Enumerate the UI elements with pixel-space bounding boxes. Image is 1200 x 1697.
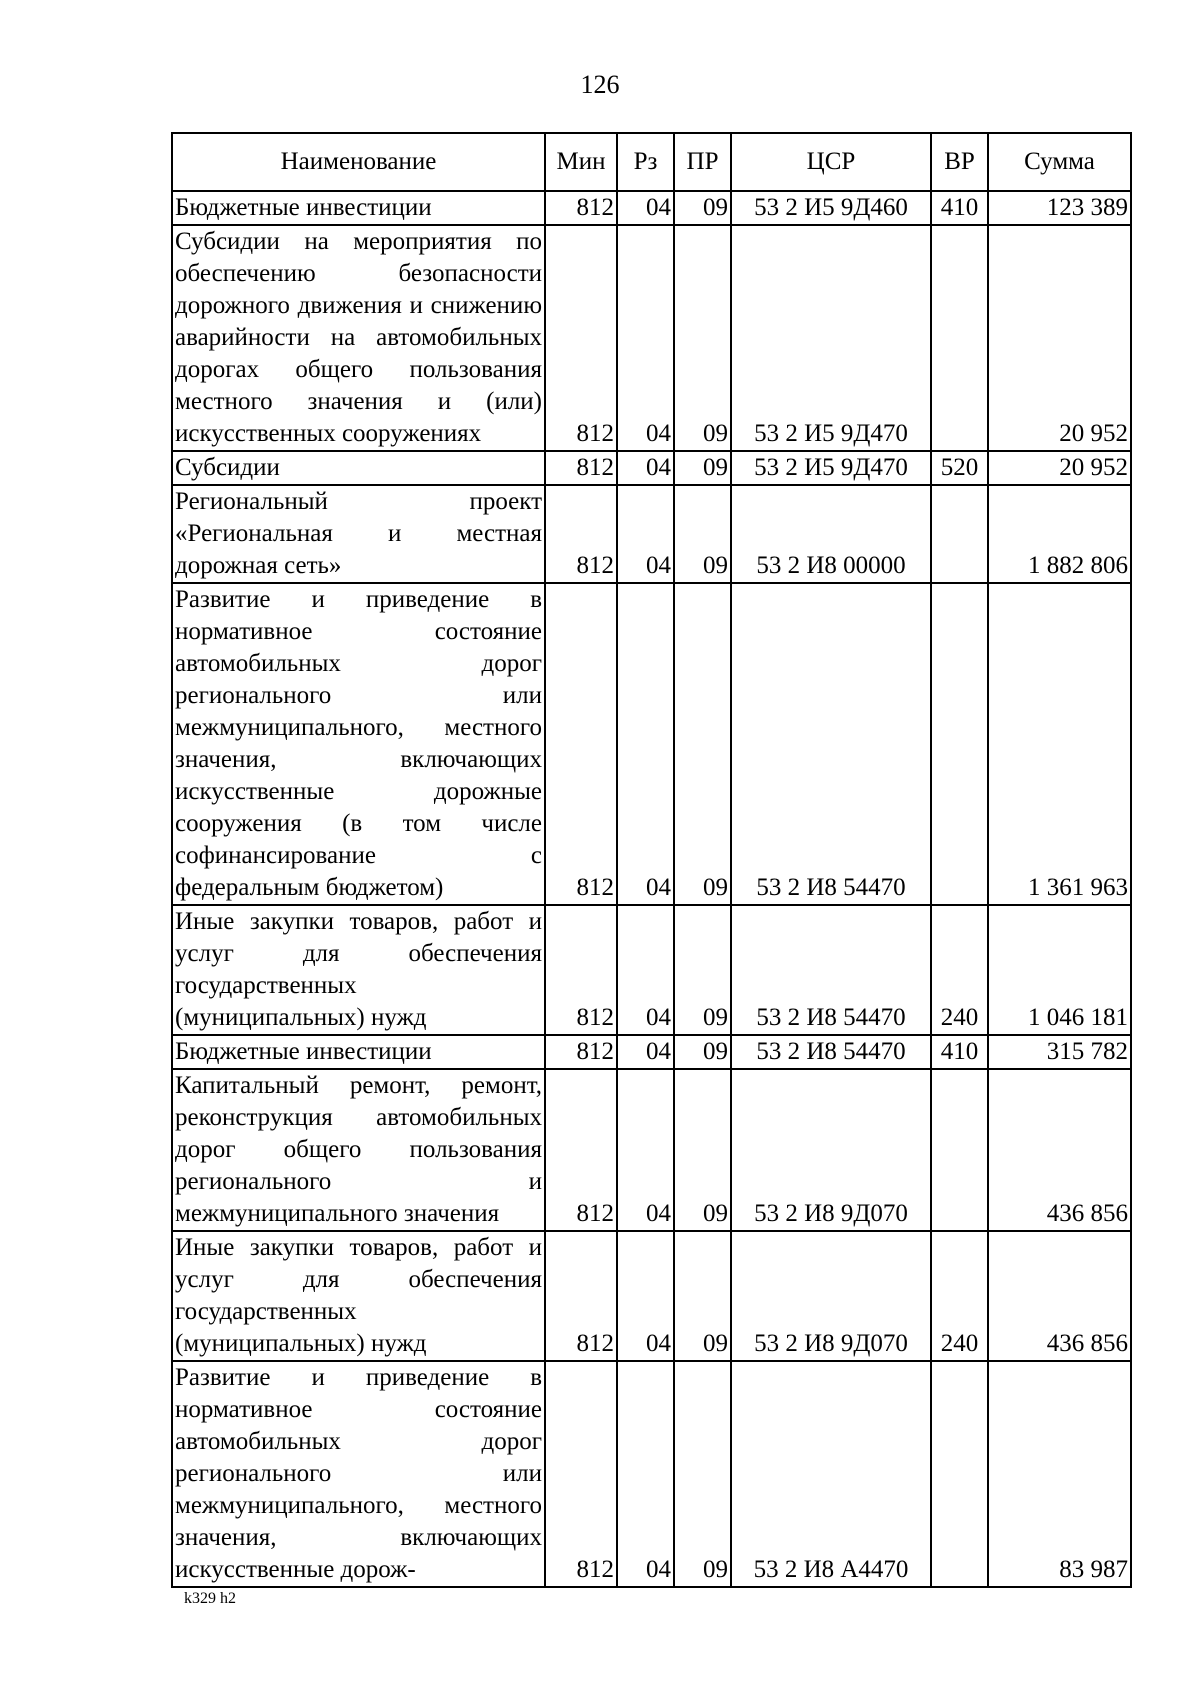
- cell-min: 812: [545, 1035, 617, 1069]
- cell-min: 812: [545, 905, 617, 1035]
- table-row: [172, 1069, 1131, 1231]
- cell-vr: [931, 485, 988, 583]
- table-row: [172, 191, 1131, 225]
- cell-csr: 53 2 И8 9Д070: [731, 1231, 931, 1361]
- cell-sum: 1 046 181: [988, 905, 1131, 1035]
- header-vr: ВР: [931, 133, 988, 191]
- cell-pr: 09: [674, 1361, 731, 1587]
- cell-sum: 315 782: [988, 1035, 1131, 1069]
- cell-rz: 04: [617, 485, 674, 583]
- table-row: [172, 905, 1131, 1035]
- header-row: [172, 133, 1131, 191]
- footer-code: k329 h2: [184, 1590, 236, 1607]
- cell-vr: [931, 1361, 988, 1587]
- budget-table: [171, 132, 1132, 1588]
- cell-vr: 410: [931, 191, 988, 225]
- table-row: [172, 1231, 1131, 1361]
- header-csr: ЦСР: [731, 133, 931, 191]
- cell-vr: 520: [931, 451, 988, 485]
- cell-csr: 53 2 И8 А4470: [731, 1361, 931, 1587]
- table-row: [172, 225, 1131, 451]
- cell-name: Субсидии: [172, 451, 545, 485]
- cell-csr: 53 2 И8 9Д070: [731, 1069, 931, 1231]
- cell-min: 812: [545, 583, 617, 905]
- cell-vr: [931, 1069, 988, 1231]
- cell-rz: 04: [617, 905, 674, 1035]
- cell-sum: 83 987: [988, 1361, 1131, 1587]
- cell-rz: 04: [617, 225, 674, 451]
- table-body: [172, 191, 1131, 1587]
- header-min: Мин: [545, 133, 617, 191]
- cell-pr: 09: [674, 191, 731, 225]
- cell-pr: 09: [674, 1069, 731, 1231]
- cell-min: 812: [545, 191, 617, 225]
- cell-min: 812: [545, 485, 617, 583]
- table-row: [172, 1361, 1131, 1587]
- cell-sum: 20 952: [988, 451, 1131, 485]
- cell-sum: 436 856: [988, 1231, 1131, 1361]
- table-row: [172, 451, 1131, 485]
- cell-vr: 410: [931, 1035, 988, 1069]
- header-name: Наименование: [172, 133, 545, 191]
- cell-rz: 04: [617, 451, 674, 485]
- cell-vr: [931, 583, 988, 905]
- cell-name: Развитие и приведение в нормативное состояние автомобильных дорог регионального или межмуниципального, местного значения, включающих искусственные дорожные сооружения (в том числе софинансирование с федеральным бюджетом): [172, 583, 545, 905]
- cell-rz: 04: [617, 1231, 674, 1361]
- cell-pr: 09: [674, 1035, 731, 1069]
- cell-rz: 04: [617, 1361, 674, 1587]
- cell-min: 812: [545, 1361, 617, 1587]
- cell-name: Капитальный ремонт, ремонт, реконструкция автомобильных дорог общего пользования регионального и межмуниципального значения: [172, 1069, 545, 1231]
- cell-csr: 53 2 И5 9Д470: [731, 451, 931, 485]
- cell-pr: 09: [674, 1231, 731, 1361]
- cell-vr: 240: [931, 1231, 988, 1361]
- cell-name: Региональный проект «Региональная и местная дорожная сеть»: [172, 485, 545, 583]
- cell-sum: 1 882 806: [988, 485, 1131, 583]
- cell-name: Субсидии на мероприятия по обеспечению безопасности дорожного движения и снижению аварийности на автомобильных дорогах общего пользования местного значения и (или) искусственных сооружениях: [172, 225, 545, 451]
- cell-pr: 09: [674, 451, 731, 485]
- cell-csr: 53 2 И8 54470: [731, 905, 931, 1035]
- cell-min: 812: [545, 1069, 617, 1231]
- cell-min: 812: [545, 225, 617, 451]
- cell-sum: 1 361 963: [988, 583, 1131, 905]
- cell-sum: 436 856: [988, 1069, 1131, 1231]
- header-sum: Сумма: [988, 133, 1131, 191]
- cell-vr: 240: [931, 905, 988, 1035]
- cell-name: Иные закупки товаров, работ и услуг для обеспечения государственных (муниципальных) нужд: [172, 1231, 545, 1361]
- cell-csr: 53 2 И5 9Д460: [731, 191, 931, 225]
- cell-rz: 04: [617, 1069, 674, 1231]
- cell-csr: 53 2 И8 54470: [731, 583, 931, 905]
- cell-min: 812: [545, 451, 617, 485]
- cell-pr: 09: [674, 905, 731, 1035]
- cell-name: Иные закупки товаров, работ и услуг для обеспечения государственных (муниципальных) нужд: [172, 905, 545, 1035]
- cell-csr: 53 2 И5 9Д470: [731, 225, 931, 451]
- table-row: [172, 1035, 1131, 1069]
- cell-name: Бюджетные инвестиции: [172, 1035, 545, 1069]
- cell-pr: 09: [674, 583, 731, 905]
- cell-csr: 53 2 И8 54470: [731, 1035, 931, 1069]
- header-pr: ПР: [674, 133, 731, 191]
- cell-min: 812: [545, 1231, 617, 1361]
- page-number: 126: [580, 70, 620, 99]
- header-rz: Рз: [617, 133, 674, 191]
- cell-sum: 20 952: [988, 225, 1131, 451]
- cell-csr: 53 2 И8 00000: [731, 485, 931, 583]
- cell-pr: 09: [674, 225, 731, 451]
- table-header: [172, 133, 1131, 191]
- cell-sum: 123 389: [988, 191, 1131, 225]
- table-row: [172, 485, 1131, 583]
- cell-name: Развитие и приведение в нормативное состояние автомобильных дорог регионального или межмуниципального, местного значения, включающих искусственные дорож-: [172, 1361, 545, 1587]
- table-row: [172, 583, 1131, 905]
- cell-rz: 04: [617, 583, 674, 905]
- cell-pr: 09: [674, 485, 731, 583]
- cell-rz: 04: [617, 191, 674, 225]
- cell-rz: 04: [617, 1035, 674, 1069]
- cell-name: Бюджетные инвестиции: [172, 191, 545, 225]
- cell-vr: [931, 225, 988, 451]
